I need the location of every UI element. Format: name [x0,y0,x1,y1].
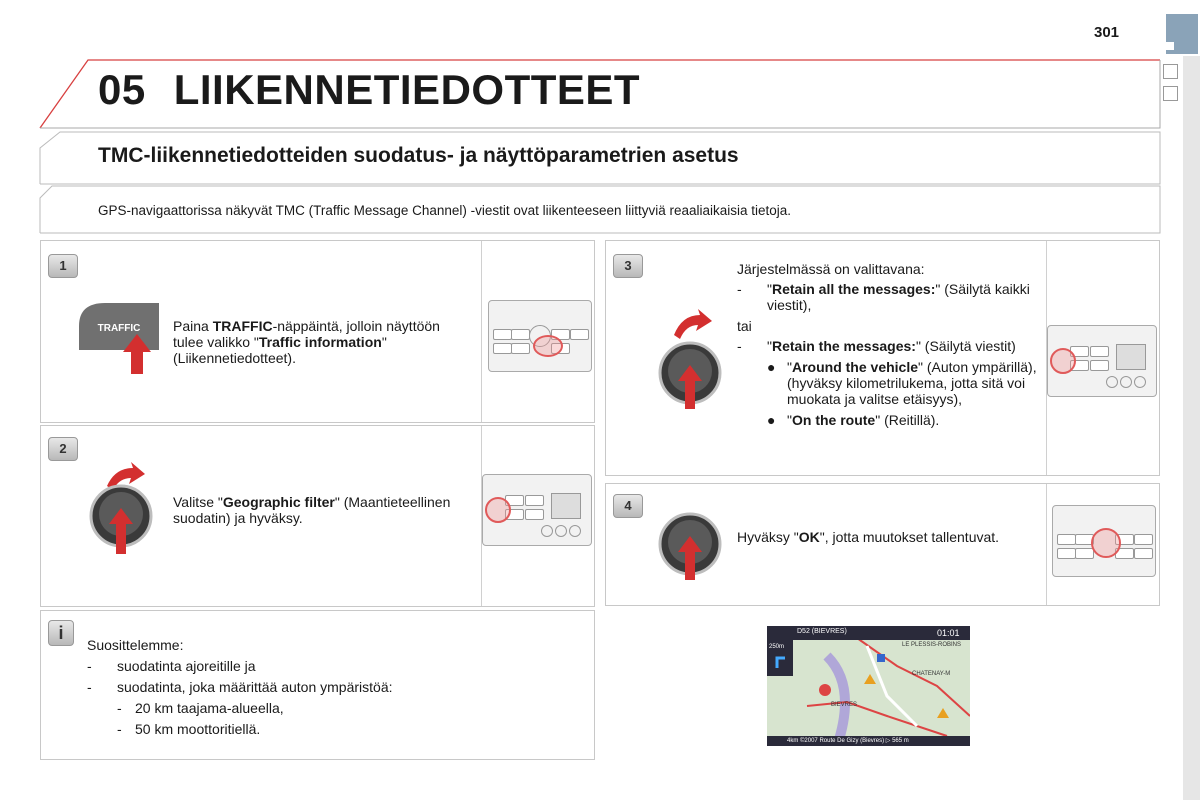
rotary-knob-icon [656,508,726,588]
step-4-badge: 4 [613,494,643,518]
traffic-button-label: TRAFFIC [97,323,141,334]
info-text: Suosittelemme: - suodatinta ajoreitille ja - suodatinta, joka määrittää auton ympäristöä: - 20 km taajama-alueella, - 50 km moottoritiellä. [87,635,567,740]
page-number: 301 [1094,24,1120,41]
info-subitem: 50 km moottoritiellä. [135,721,261,737]
chapter-title: LIIKENNETIEDOTTEET [173,66,641,113]
map-place: LE PLESSIS-ROBINS [902,642,962,648]
step-4-text: Hyväksy "OK", jotta muutokset tallentuvat. [737,529,1000,545]
rotary-knob-icon [85,460,165,560]
step-4-radio-thumb [1052,505,1156,577]
intro-text: GPS-navigaattorissa näkyvät TMC (Traffic Message Channel) -viestit ovat liikenteeseen liittyviä reaaliaikaisia tietoja. [98,203,792,218]
step-2-radio-thumb [482,474,592,546]
step-1-text: Paina TRAFFIC-näppäintä, jolloin näyttöön tulee valikko "Traffic information" (Liikennetiedotteet). [173,318,440,366]
navigation-map-screen [767,626,970,746]
rotary-knob-icon [652,305,732,410]
chapter-heading [98,66,640,114]
step-3-radio-thumb [1047,325,1157,397]
section-title: TMC-liikennetiedotteiden suodatus- ja näyttöparametrien asetus [98,144,739,167]
traffic-button-icon [75,298,165,378]
map-status-bar: 4km ©2007 Route De Gizy (Bievres) ▷ 565 m [787,738,909,744]
info-heading: Suosittelemme: [87,637,184,653]
info-icon: i [48,620,74,646]
info-item: suodatinta, joka määrittää auton ympäristöä: [117,679,393,695]
step-1-radio-thumb [488,300,592,372]
map-road-label: D52 (BIEVRES) [797,628,847,635]
chapter-number: 05 [98,66,146,113]
step-3-badge: 3 [613,254,643,278]
step-2-text: Valitse "Geographic filter" (Maantieteellinen suodatin) ja hyväksy. [173,494,451,526]
step-3-text: Järjestelmässä on valittavana: - "Retain all the messages:" (Säilytä kaikki viestit), tai - "Retain the messages:" (Säilytä viestit) ● "Around the vehicle" (Auton ympärillä), (hyväksy kilometrilukema, jotta sitä voi muokata ja valitse etäisyys), ● "On the route" (Reitillä). [737,261,1037,428]
info-subitem: 20 km taajama-alueella, [135,700,284,716]
map-place: CHATENAY-M [912,671,951,677]
step-2-badge: 2 [48,437,78,461]
step-1-badge: 1 [48,254,78,278]
map-scale: 250m [769,644,785,650]
map-place: BIEVRES [831,702,858,708]
map-time: 01:01 [937,628,960,638]
info-item: suodatinta ajoreitille ja [117,658,256,674]
